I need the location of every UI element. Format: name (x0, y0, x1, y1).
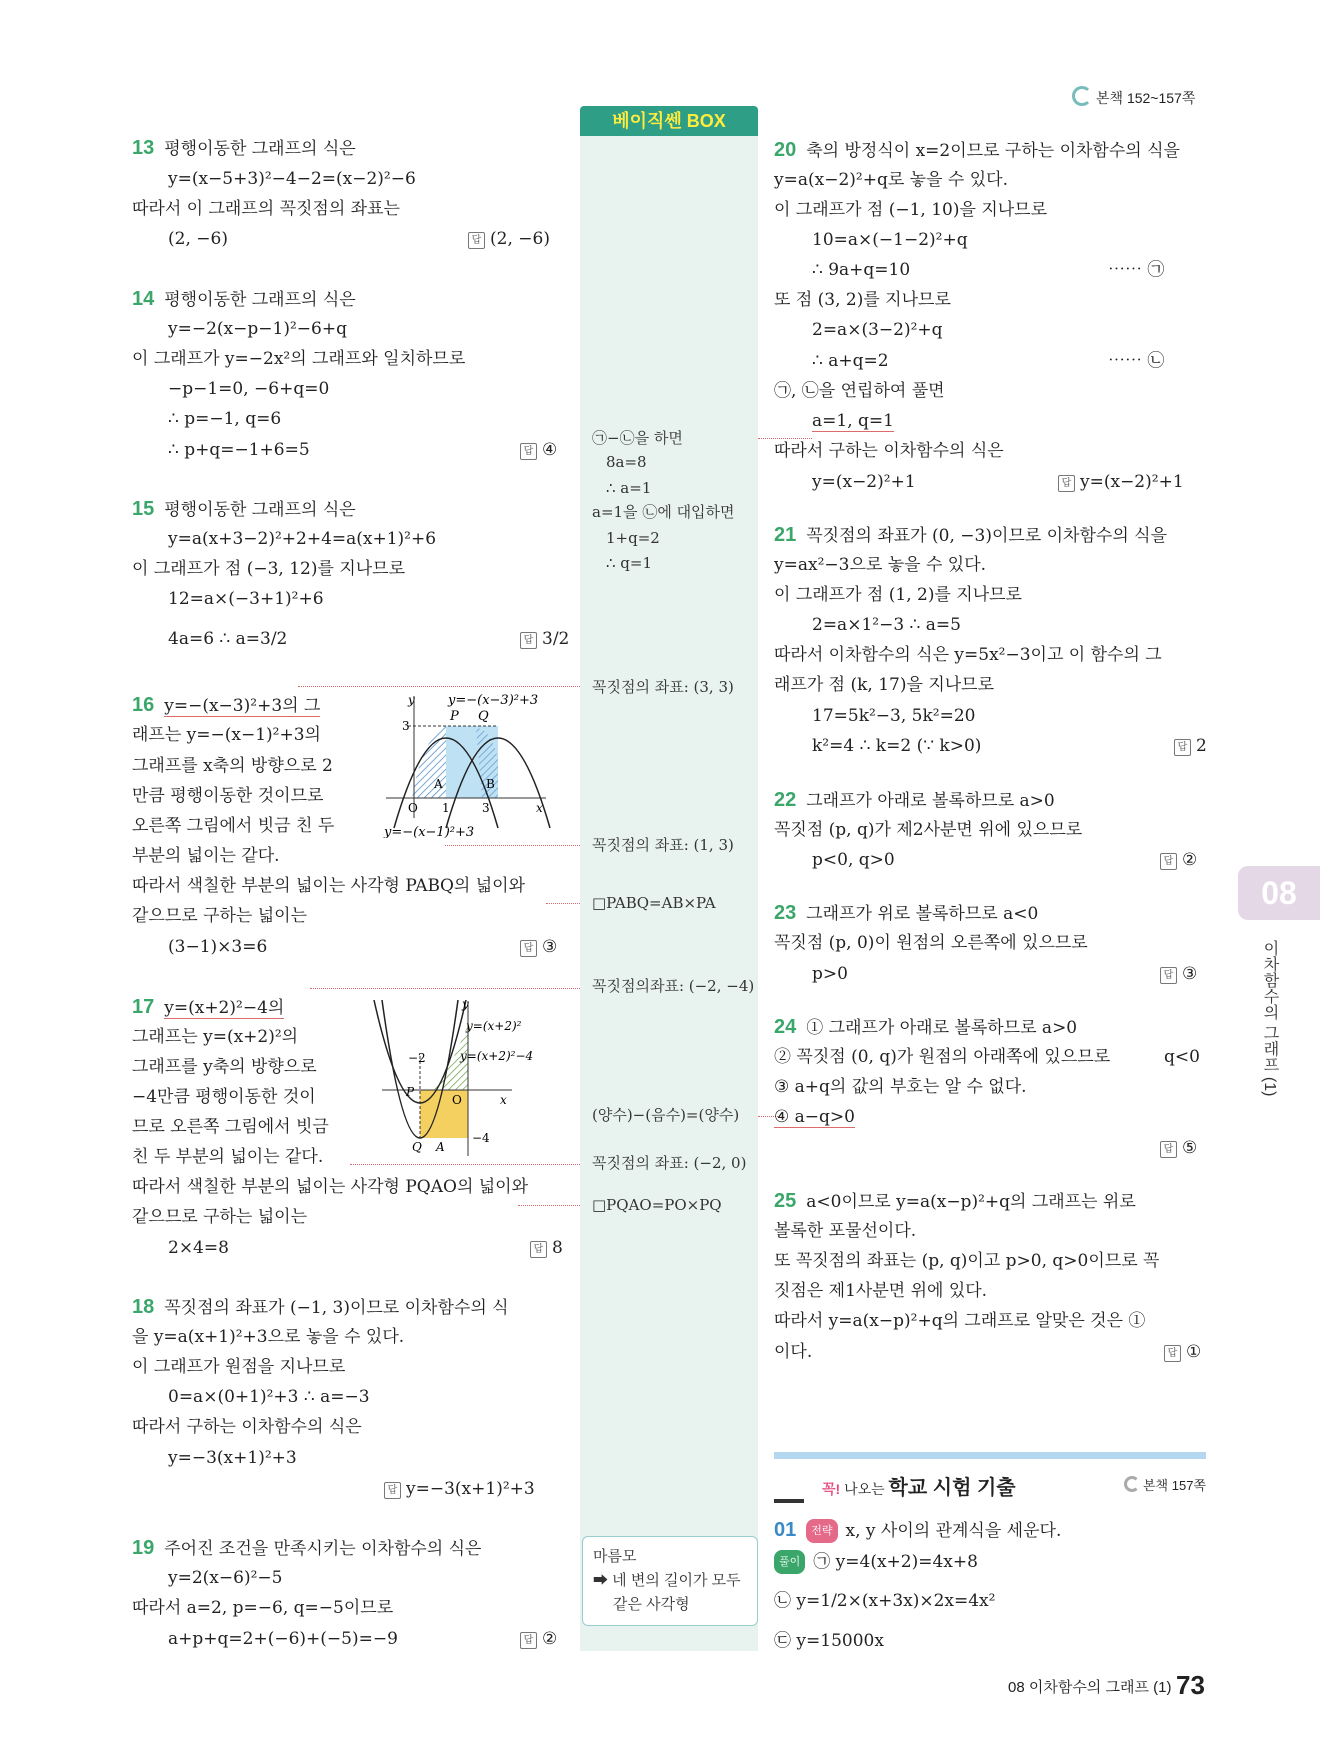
problem-19-line: 따라서 a=2, p=−6, q=−5이므로 (132, 1598, 394, 1618)
problem-16-line: 같으므로 구하는 넓이는 (132, 906, 308, 926)
basic-box-title: 베이직쎈 BOX (580, 106, 758, 136)
answer-icon: 답 (384, 1482, 401, 1499)
problem-21-line: 따라서 이차함수의 식은 y=5x²−3이고 이 함수의 그 (774, 645, 1162, 665)
answer-20: 답 y=(x−2)²+1 (1058, 471, 1184, 493)
problem-24-extra: q<0 (1164, 1047, 1200, 1067)
problem-number: 13 (132, 137, 155, 159)
memo-box (582, 1536, 758, 1626)
box-note: ∴ q=1 (606, 554, 653, 572)
footer-chapter: 08 이차함수의 그래프 (1) (1008, 1679, 1172, 1696)
exam-solution-line: ㉢ y=15000x (774, 1631, 884, 1651)
memo-line: 같은 사각형 (613, 1596, 690, 1613)
problem-16-line: 따라서 색칠한 부분의 넓이는 사각형 PABQ의 넓이와 (132, 876, 526, 896)
problem-15-line: 15 평행이동한 그래프의 식은 (132, 498, 356, 520)
problem-25-line: 또 꼭짓점의 좌표는 (p, q)이고 p>0, q>0이므로 꼭 (774, 1251, 1160, 1271)
label-q: Q (478, 709, 489, 724)
box-note: □PQAO=PO×PQ (592, 1196, 722, 1214)
problem-21-line: 2=a×1²−3 ∴ a=5 (812, 615, 961, 635)
problem-number: 20 (774, 139, 797, 161)
problem-13-line: 따라서 이 그래프의 꼭짓점의 좌표는 (132, 199, 400, 219)
label-b: B (486, 777, 495, 791)
leader-line (518, 1205, 580, 1206)
graph-17-curve-label: y=(x+2)² (466, 1019, 522, 1033)
answer-icon: 답 (1160, 1141, 1177, 1158)
exam-title: 꼭! 나오는 학교 시험 기출 (822, 1477, 1016, 1499)
problem-14-line: −p−1=0, −6+q=0 (168, 379, 330, 399)
problem-20-line: a=1, q=1 (812, 411, 894, 431)
problem-24-line: 24 ① 그래프가 아래로 볼록하므로 a>0 (774, 1016, 1078, 1038)
box-note: □PABQ=AB×PA (592, 894, 716, 912)
problem-21-line: 17=5k²−3, 5k²=20 (812, 706, 976, 726)
answer-14: 답 ④ (520, 439, 557, 461)
answer-icon: 답 (1058, 475, 1075, 492)
graph-16 (378, 688, 578, 838)
problem-21-line: 21 꼭짓점의 좌표가 (0, −3)이므로 이차함수의 식을 (774, 524, 1167, 546)
chapter-tab[interactable]: 08 (1238, 866, 1320, 920)
problem-number: 16 (132, 694, 155, 716)
label-o: O (408, 801, 418, 815)
answer-25: 답 ① (1164, 1341, 1201, 1363)
problem-14-line: 14 평행이동한 그래프의 식은 (132, 288, 356, 310)
problem-22-line: p<0, q>0 (812, 850, 895, 870)
exam-solution-line: 풀이 ㉠ y=4(x+2)=4x+8 (774, 1550, 978, 1574)
problem-20-line: 10=a×(−1−2)²+q (812, 230, 968, 250)
problem-18-line: 이 그래프가 원점을 지나므로 (132, 1357, 346, 1377)
answer-22: 답 ② (1160, 849, 1197, 871)
problem-20-line: 또 점 (3, 2)를 지나므로 (774, 290, 951, 310)
problem-number: 24 (774, 1016, 797, 1038)
problem-13-line: y=(x−5+3)²−4−2=(x−2)²−6 (168, 169, 416, 189)
answer-icon: 답 (468, 232, 485, 249)
problem-13-line: (2, −6) (168, 229, 228, 249)
problem-17-line: −4만큼 평행이동한 것이 (132, 1087, 316, 1107)
problem-18-line: 따라서 구하는 이차함수의 식은 (132, 1417, 362, 1437)
problem-20-line: 이 그래프가 점 (−1, 10)을 지나므로 (774, 200, 1048, 220)
label-m2: −2 (408, 1051, 426, 1065)
leader-line (310, 988, 580, 989)
problem-15-line: 이 그래프가 점 (−3, 12)를 지나므로 (132, 559, 406, 579)
exam-problem-line: 01 전략 x, y 사이의 관계식을 세운다. (774, 1519, 1062, 1541)
problem-19-line: a+p+q=2+(−6)+(−5)=−9 (168, 1629, 398, 1649)
leader-line (350, 1164, 580, 1165)
problem-19-line: y=2(x−6)²−5 (168, 1568, 283, 1588)
problem-21-line: y=ax²−3으로 놓을 수 있다. (774, 555, 987, 575)
leader-line (445, 845, 580, 846)
problem-14-line: y=−2(x−p−1)²−6+q (168, 319, 347, 339)
label-a17: A (436, 1140, 445, 1154)
answer-15: 답 3/2 (520, 628, 569, 650)
header-ref: 본책 152~157쪽 (1072, 86, 1195, 108)
label-3: 3 (402, 719, 410, 733)
label-a: A (434, 777, 443, 791)
problem-number: 23 (774, 902, 797, 924)
problem-24-line: ② 꼭짓점 (0, q)가 원점의 아래쪽에 있으므로 (774, 1047, 1111, 1067)
answer-icon: 답 (530, 1241, 547, 1258)
problem-16-line: 만큼 평행이동한 것이므로 (132, 786, 324, 806)
label-y: y (408, 693, 415, 707)
graph-17-curve-label: y=(x+2)²−4 (460, 1049, 534, 1063)
book-icon (1124, 1476, 1140, 1492)
box-note: (양수)−(음수)=(양수) (592, 1106, 740, 1124)
equation-tag: ⋯⋯ ㉠ (1108, 260, 1165, 280)
exam-solution-line: ㉡ y=1/2×(x+3x)×2x=4x² (774, 1591, 996, 1611)
label-x17: x (500, 1093, 507, 1107)
answer-18: 답 y=−3(x+1)²+3 (384, 1478, 535, 1500)
problem-20-line: 따라서 구하는 이차함수의 식은 (774, 441, 1004, 461)
label-p17: P (406, 1085, 415, 1099)
problem-15-line: y=a(x+3−2)²+2+4=a(x+1)²+6 (168, 529, 437, 549)
problem-25-line: 25 a<0이므로 y=a(x−p)²+q의 그래프는 위로 (774, 1190, 1136, 1212)
basic-box (580, 118, 758, 1651)
problem-16-line: 16 y=−(x−3)²+3의 그 (132, 694, 321, 716)
answer-icon: 답 (520, 1632, 537, 1649)
box-note: 꼭짓점의좌표: (−2, −4) (592, 977, 755, 995)
label-m4: −4 (472, 1131, 490, 1145)
problem-22-line: 22 그래프가 아래로 볼록하므로 a>0 (774, 789, 1055, 811)
box-note: 8a=8 (606, 453, 647, 471)
problem-24-line: ③ a+q의 값의 부호는 알 수 없다. (774, 1077, 1027, 1097)
equation-tag: ⋯⋯ ㉡ (1108, 351, 1165, 371)
exam-ref: 본책 157쪽 (1124, 1475, 1206, 1494)
problem-16-line: 래프는 y=−(x−1)²+3의 (132, 725, 321, 745)
answer-icon: 답 (1174, 739, 1191, 756)
page-number: 73 (1176, 1670, 1205, 1700)
problem-25-line: 볼록한 포물선이다. (774, 1221, 917, 1241)
box-note: ㉠−㉡을 하면 (592, 429, 683, 447)
problem-20-line: ∴ a+q=2 (812, 351, 889, 371)
problem-18-line: 18 꼭짓점의 좌표가 (−1, 3)이므로 이차함수의 식 (132, 1296, 509, 1318)
label-o17: O (452, 1093, 462, 1107)
problem-18-line: 0=a×(0+1)²+3 ∴ a=−3 (168, 1387, 370, 1407)
answer-icon: 답 (1164, 1345, 1181, 1362)
leader-line (758, 438, 812, 439)
answer-icon: 답 (520, 940, 537, 957)
problem-number: 15 (132, 498, 155, 520)
problem-number: 22 (774, 789, 797, 811)
problem-21-line: 래프가 점 (k, 17)을 지나므로 (774, 675, 995, 695)
answer-icon: 답 (1160, 853, 1177, 870)
label-x: x (536, 801, 543, 815)
problem-number: 14 (132, 288, 155, 310)
problem-14-line: ∴ p=−1, q=6 (168, 409, 282, 429)
chapter-title: 이차함수의 그래프 (1) (1261, 940, 1278, 1097)
problem-15-line: 4a=6 ∴ a=3/2 (168, 629, 288, 649)
problem-number: 01 (774, 1519, 797, 1541)
memo-title: 마름모 (593, 1548, 637, 1565)
box-note: 꼭짓점의 좌표: (3, 3) (592, 678, 734, 696)
problem-20-line: y=(x−2)²+1 (812, 472, 916, 492)
problem-number: 25 (774, 1190, 797, 1212)
graph-17 (372, 996, 572, 1161)
answer-icon: 답 (1160, 967, 1177, 984)
solution-badge: 풀이 (774, 1550, 805, 1574)
answer-24: 답 ⑤ (1160, 1137, 1197, 1159)
problem-23-line: 23 그래프가 위로 볼록하므로 a<0 (774, 902, 1039, 924)
exam-header (774, 1452, 1206, 1503)
problem-23-line: p>0 (812, 964, 848, 984)
answer-21: 답 2 (1174, 735, 1207, 757)
problem-number: 18 (132, 1296, 155, 1318)
box-note: 꼭짓점의 좌표: (−2, 0) (592, 1154, 747, 1172)
memo-line: ➡ 네 변의 길이가 모두 (593, 1572, 741, 1589)
leader-line (546, 903, 580, 904)
problem-14-line: ∴ p+q=−1+6=5 (168, 440, 310, 460)
book-icon (1072, 86, 1092, 106)
problem-17-line: 그래프를 y축의 방향으로 (132, 1057, 317, 1077)
problem-18-line: y=−3(x+1)²+3 (168, 1448, 297, 1468)
answer-16: 답 ③ (520, 936, 557, 958)
answer-13: 답 (2, −6) (468, 228, 550, 250)
box-note: ∴ a=1 (606, 479, 652, 497)
problem-19-line: 19 주어진 조건을 만족시키는 이차함수의 식은 (132, 1537, 482, 1559)
problem-23-line: 꼭짓점 (p, 0)이 원점의 오른쪽에 있으므로 (774, 933, 1088, 953)
problem-20-line: 2=a×(3−2)²+q (812, 320, 943, 340)
problem-16-line: 오른쪽 그림에서 빗금 친 두 (132, 816, 335, 836)
box-note: 1+q=2 (606, 529, 660, 547)
leader-line (298, 686, 580, 687)
problem-18-line: 을 y=a(x+1)²+3으로 놓을 수 있다. (132, 1327, 405, 1347)
label-3x: 3 (482, 801, 490, 815)
problem-16-line: 그래프를 x축의 방향으로 2 (132, 756, 333, 776)
answer-19: 답 ② (520, 1628, 557, 1650)
problem-21-line: 이 그래프가 점 (1, 2)를 지나므로 (774, 585, 1022, 605)
label-p: P (450, 709, 459, 724)
problem-number: 21 (774, 524, 797, 546)
box-note: 꼭짓점의 좌표: (1, 3) (592, 836, 734, 854)
problem-17-line: 그래프는 y=(x+2)²의 (132, 1027, 299, 1047)
problem-20-line: 20 축의 방정식이 x=2이므로 구하는 이차함수의 식을 (774, 139, 1180, 161)
problem-25-line: 이다. (774, 1342, 813, 1362)
problem-20-line: ∴ 9a+q=10 (812, 260, 911, 280)
problem-16-line: 부분의 넓이는 같다. (132, 846, 280, 866)
problem-17-line: 친 두 부분의 넓이는 같다. (132, 1147, 324, 1167)
problem-20-line: ㉠, ㉡을 연립하여 풀면 (774, 381, 945, 401)
problem-24-line: ④ a−q>0 (774, 1107, 855, 1127)
problem-25-line: 따라서 y=a(x−p)²+q의 그래프로 알맞은 것은 ① (774, 1311, 1146, 1331)
graph-16-curve-label: y=−(x−1)²+3 (384, 825, 475, 838)
answer-23: 답 ③ (1160, 963, 1197, 985)
answer-icon: 답 (520, 443, 537, 460)
label-q17: Q (412, 1140, 422, 1154)
strategy-badge: 전략 (806, 1519, 837, 1543)
problem-20-line: y=a(x−2)²+q로 놓을 수 있다. (774, 170, 1008, 190)
label-1: 1 (442, 801, 450, 815)
problem-17-line: 2×4=8 (168, 1238, 229, 1258)
problem-13-line: 13 평행이동한 그래프의 식은 (132, 137, 356, 159)
box-note: a=1을 ㉡에 대입하면 (592, 503, 735, 521)
problem-17-line: 므로 오른쪽 그림에서 빗금 (132, 1117, 329, 1137)
problem-17-line: 17 y=(x+2)²−4의 (132, 996, 285, 1018)
problem-15-line: 12=a×(−3+1)²+6 (168, 589, 324, 609)
problem-21-line: k²=4 ∴ k=2 (∵ k>0) (812, 736, 982, 756)
problem-14-line: 이 그래프가 y=−2x²의 그래프와 일치하므로 (132, 349, 466, 369)
problem-number: 17 (132, 996, 155, 1018)
answer-17: 답 8 (530, 1237, 563, 1259)
answer-icon: 답 (520, 632, 537, 649)
problem-22-line: 꼭짓점 (p, q)가 제2사분면 위에 있으므로 (774, 820, 1083, 840)
problem-17-line: 같으므로 구하는 넓이는 (132, 1207, 308, 1227)
exam-header-mark (774, 1499, 804, 1503)
problem-16-line: (3−1)×3=6 (168, 937, 268, 957)
problem-17-line: 따라서 색칠한 부분의 넓이는 사각형 PQAO의 넓이와 (132, 1177, 529, 1197)
problem-number: 19 (132, 1537, 155, 1559)
graph-16-curve-label: y=−(x−3)²+3 (448, 693, 539, 708)
label-y17: y (462, 997, 469, 1011)
problem-25-line: 짓점은 제1사분면 위에 있다. (774, 1281, 988, 1301)
